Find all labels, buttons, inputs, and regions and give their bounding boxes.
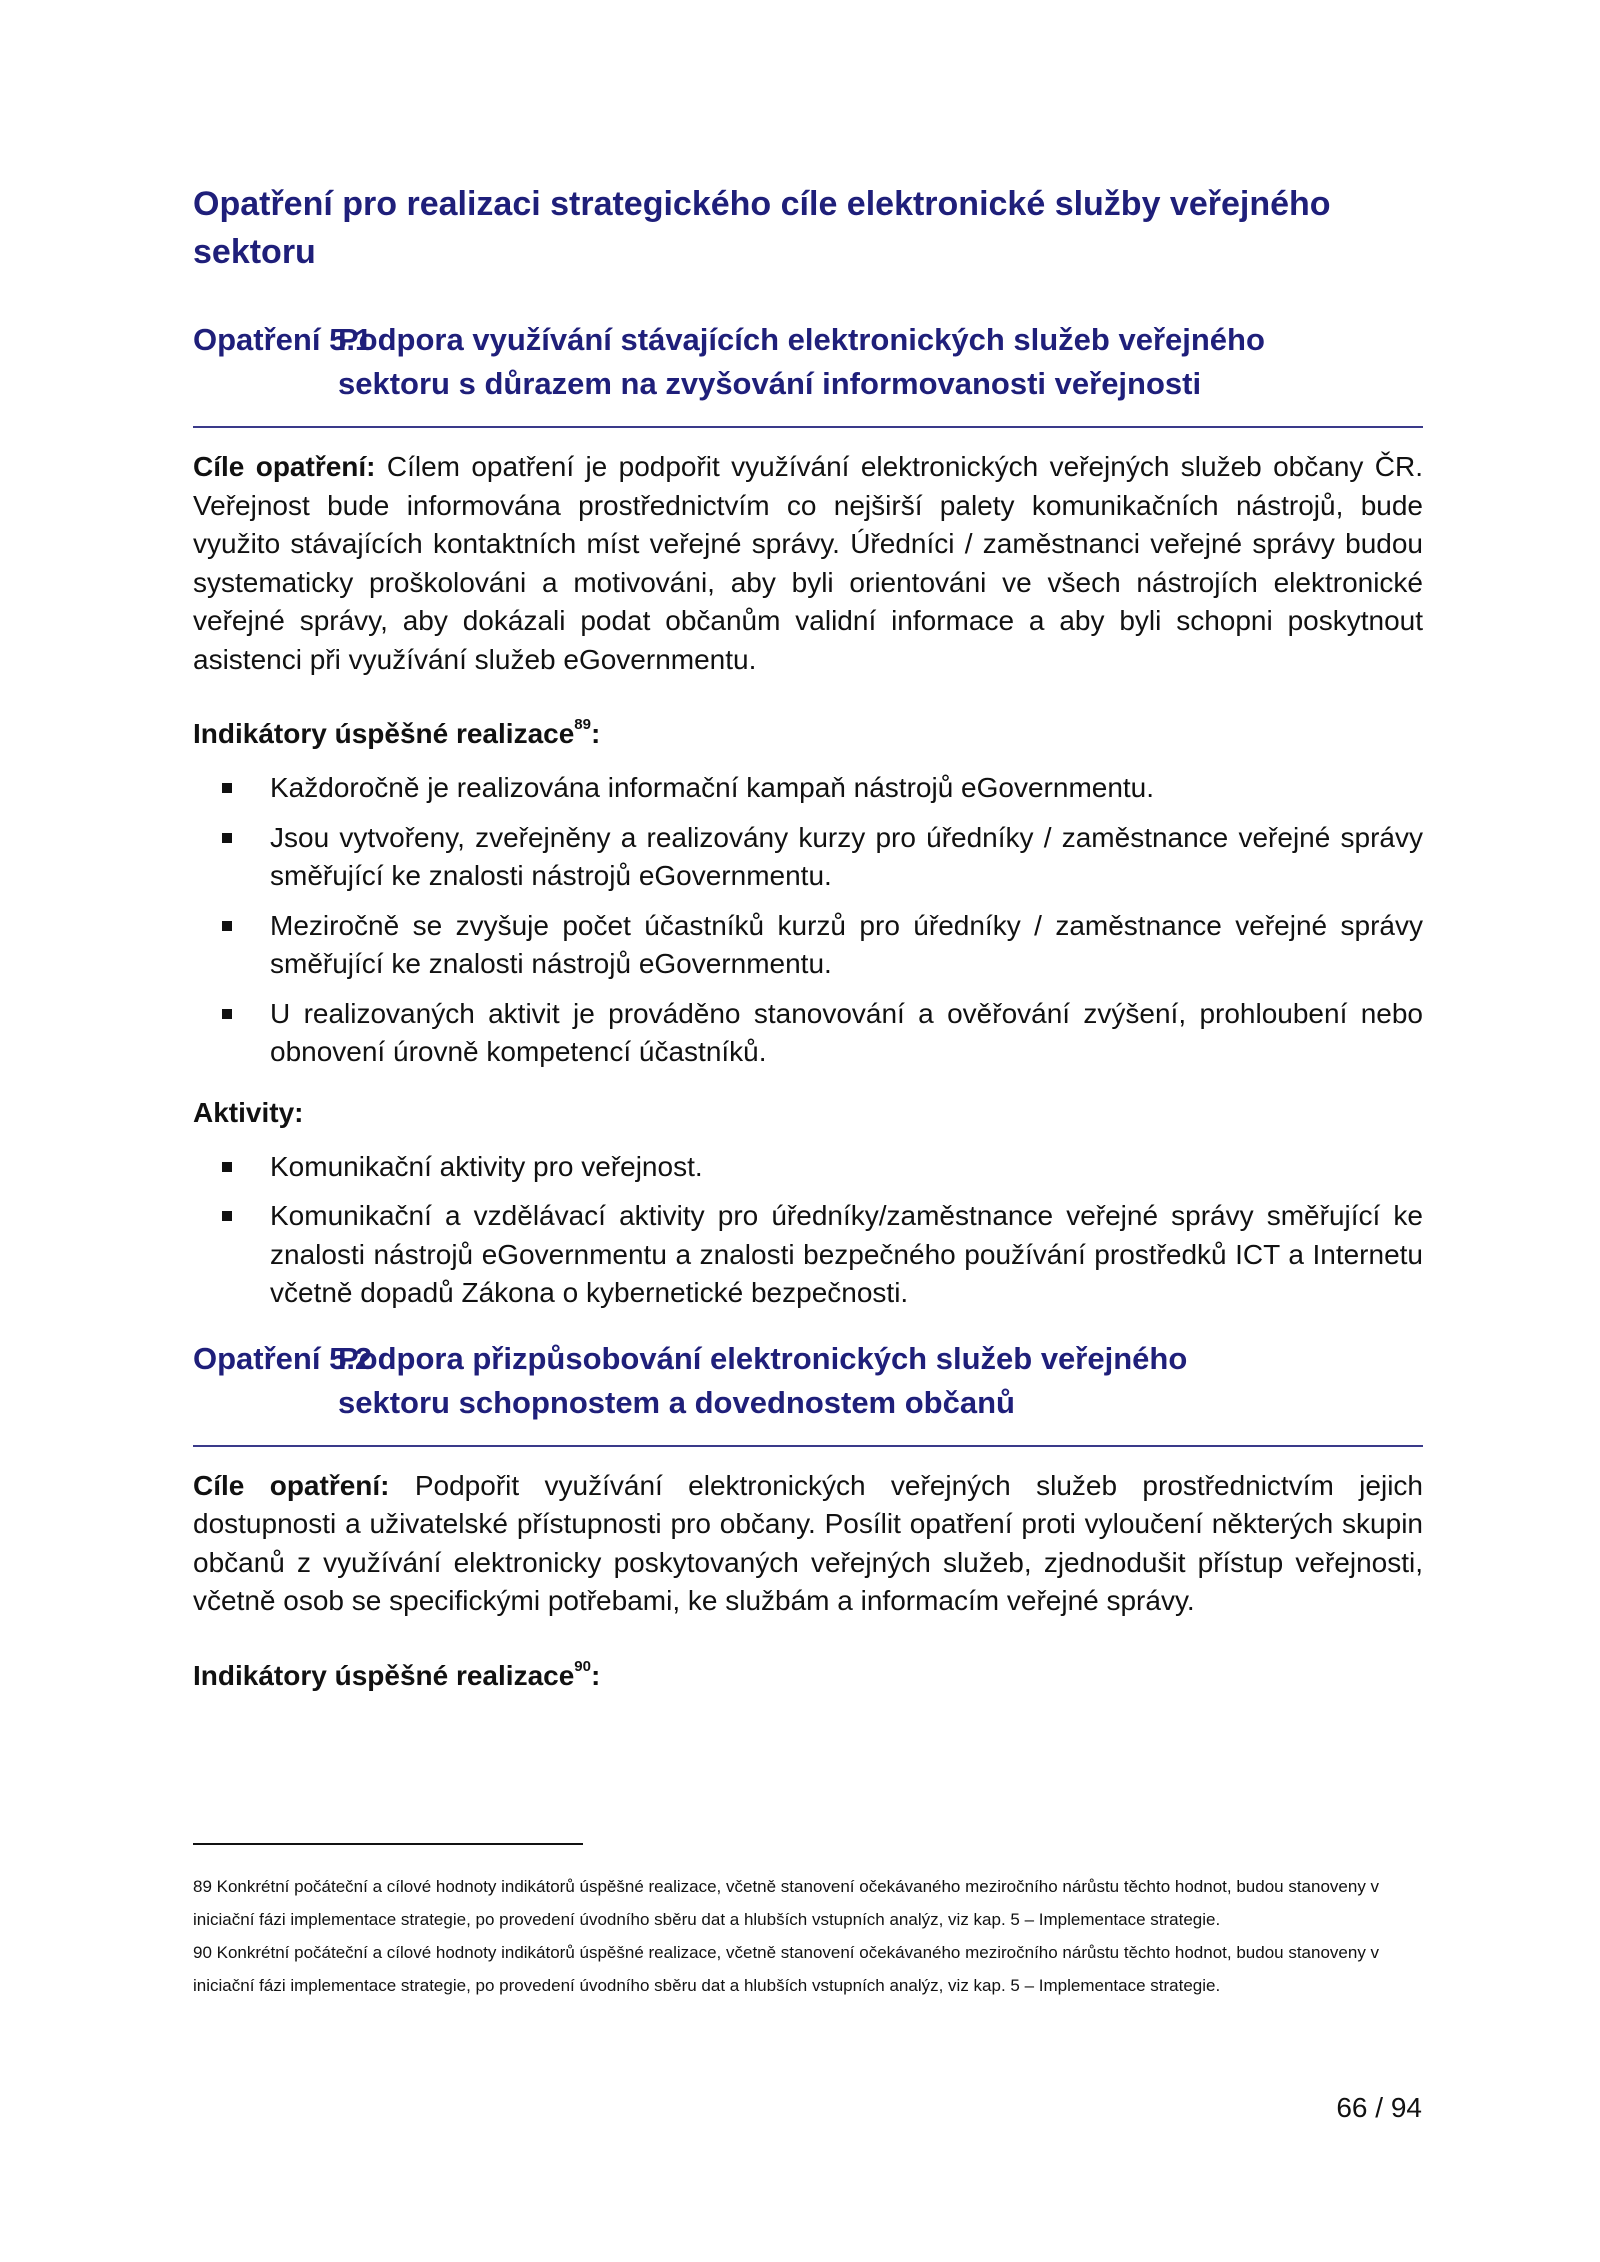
indicators-label: Indikátory úspěšné realizace bbox=[193, 1659, 575, 1691]
heading-divider bbox=[193, 1445, 1423, 1447]
list-item bbox=[193, 995, 1423, 1072]
page-content bbox=[193, 180, 1423, 1695]
footnote-89: 89 Konkrétní počáteční a cílové hodnoty indikátorů úspěšné realizace, včetně stanovení očekávaného meziročního nárůstu těchto hodnot, budou stanoveny v iniciační fázi implementace strategie, po provedení úvodního sběru dat a hlubších vstupních analýz, viz kap. 5 – Implementace strategie. bbox=[193, 1877, 1380, 1929]
measure-5-1-number: Opatření 5.1 bbox=[193, 322, 373, 357]
indicators-colon: : bbox=[590, 1659, 601, 1691]
measure-5-1-heading bbox=[193, 318, 1423, 406]
goals-label: Cíle opatření: bbox=[193, 451, 376, 482]
bullet-square-icon bbox=[222, 921, 232, 931]
measure-5-1-indicators-list bbox=[193, 769, 1423, 1072]
heading-divider bbox=[193, 426, 1423, 428]
bullet-square-icon bbox=[222, 1009, 232, 1019]
page-number: 66 / 94 bbox=[1336, 2092, 1422, 2123]
bullet-square-icon bbox=[222, 1211, 232, 1221]
measure-5-2-indicators-heading bbox=[193, 1657, 1423, 1695]
bullet-square-icon bbox=[222, 1162, 232, 1172]
measure-5-1-title-line1: Podpora využívání stávajících elektronických služeb veřejného bbox=[338, 322, 1265, 357]
list-item bbox=[193, 769, 1423, 808]
list-item-text: U realizovaných aktivit je prováděno stanovování a ověřování zvýšení, prohloubení nebo obnovení úrovně kompetencí účastníků. bbox=[270, 997, 1423, 1067]
goals-label: Cíle opatření: bbox=[193, 1469, 390, 1501]
footnotes bbox=[193, 1870, 1423, 2002]
measure-5-2-title-line2: sektoru schopnostem a dovednostem občanů bbox=[338, 1384, 1015, 1420]
footnote-separator bbox=[193, 1843, 583, 1845]
measure-5-1-indicators-heading bbox=[193, 715, 1423, 753]
measure-5-2-number: Opatření 5.2 bbox=[193, 1340, 373, 1376]
goals-text: Cílem opatření je podpořit využívání elektronických veřejných služeb občany ČR. Veřejnost bude informována prostřednictvím co nejširší palety komunikačních nástrojů, bude využito stávajících kontaktních míst veřejné správy. Úředníci / zaměstnanci veřejné správy budou systematicky proškolováni a motivováni, aby byli orientováni ve všech nástrojích elektronické veřejné správy, aby dokázali podat občanům validní informace a aby byli schopni poskytnout asistenci při využívání služeb eGovernmentu. bbox=[193, 451, 1423, 675]
section-title: Opatření pro realizaci strategického cíle elektronické služby veřejného sektoru bbox=[193, 185, 1331, 271]
measure-5-2-title-line1: Podpora přizpůsobování elektronických služeb veřejného bbox=[338, 1340, 1188, 1376]
measure-5-2-heading bbox=[193, 1337, 1423, 1425]
measure-5-2-goals bbox=[193, 1467, 1423, 1621]
list-item-text: Meziročně se zvyšuje počet účastníků kurzů pro úředníky / zaměstnance veřejné správy směřující ke znalosti nástrojů eGovernmentu. bbox=[270, 909, 1423, 979]
indicators-label: Indikátory úspěšné realizace bbox=[193, 718, 575, 749]
bullet-square-icon bbox=[222, 833, 232, 843]
list-item-text: Jsou vytvořeny, zveřejněny a realizovány kurzy pro úředníky / zaměstnance veřejné správy směřující ke znalosti nástrojů eGovernmentu. bbox=[270, 821, 1423, 891]
list-item bbox=[193, 1148, 1423, 1187]
bullet-square-icon bbox=[222, 783, 232, 793]
list-item bbox=[193, 907, 1423, 984]
list-item bbox=[193, 1197, 1423, 1313]
measure-5-1-title-line2: sektoru s důrazem na zvyšování informovanosti veřejnosti bbox=[338, 366, 1202, 401]
measure-5-1-goals bbox=[193, 448, 1423, 679]
footnote-ref-90[interactable]: 90 bbox=[574, 1657, 591, 1675]
goals-text: Podpořit využívání elektronických veřejných služeb prostřednictvím jejich dostupnosti a uživatelské přístupnosti pro občany. Posílit opatření proti vyloučení některých skupin občanů z využívání elektronicky poskytovaných veřejných služeb, zjednodušit přístup veřejnosti, včetně osob se specifickými potřebami, ke službám a informacím veřejné správy. bbox=[193, 1469, 1423, 1616]
list-item-text: Komunikační aktivity pro veřejnost. bbox=[270, 1150, 703, 1182]
measure-5-1-activities-list bbox=[193, 1148, 1423, 1313]
indicators-colon: : bbox=[590, 718, 601, 749]
footnote-ref-89[interactable]: 89 bbox=[574, 716, 591, 733]
footnote-90: 90 Konkrétní počáteční a cílové hodnoty indikátorů úspěšné realizace, včetně stanovení očekávaného meziročního nárůstu těchto hodnot, budou stanoveny v iniciační fázi implementace strategie, po provedení úvodního sběru dat a hlubších vstupních analýz, viz kap. 5 – Implementace strategie. bbox=[193, 1943, 1380, 1995]
list-item bbox=[193, 819, 1423, 896]
list-item-text: Každoročně je realizována informační kampaň nástrojů eGovernmentu. bbox=[270, 772, 1155, 803]
measure-5-1-activities-heading: Aktivity: bbox=[193, 1096, 304, 1128]
list-item-text: Komunikační a vzdělávací aktivity pro úředníky/zaměstnance veřejné správy směřující ke znalosti nástrojů eGovernmentu a znalosti bezpečného používání prostředků ICT a Internetu včetně dopadů Zákona o kybernetické bezpečnosti. bbox=[270, 1200, 1423, 1308]
